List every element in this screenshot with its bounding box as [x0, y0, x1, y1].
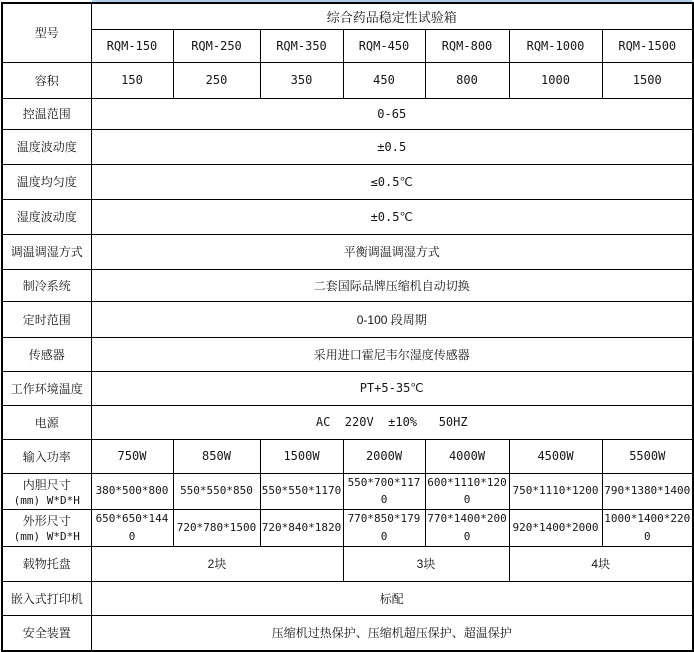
- row-conditioning-mode: [2, 234, 693, 269]
- value-cell: 5500W: [602, 439, 693, 473]
- model-cell: RQM-150: [91, 29, 173, 62]
- model-cell: RQM-250: [173, 29, 260, 62]
- value-cell: 550*700*1170: [343, 473, 425, 509]
- row-volume: [2, 62, 693, 98]
- value-cell: 1000*1400*2200: [602, 509, 693, 546]
- row-temp-range: [2, 98, 693, 129]
- value-cell: ±0.5℃: [91, 199, 693, 234]
- row-label: 温度均匀度: [2, 164, 91, 199]
- row-label: 输入功率: [2, 439, 91, 473]
- value-cell: AC 220V ±10% 50HZ: [91, 405, 693, 439]
- row-label: 电源: [2, 405, 91, 439]
- page-title: 综合药品稳定性试验箱: [91, 3, 693, 29]
- value-cell: 0-100 段周期: [91, 301, 693, 337]
- value-cell: 250: [173, 62, 260, 98]
- value-cell: 2000W: [343, 439, 425, 473]
- model-cell: RQM-450: [343, 29, 425, 62]
- row-label-text: 内胆尺寸: [22, 477, 71, 492]
- row-label: [2, 473, 91, 509]
- row-outer-size: [2, 509, 693, 546]
- row-label: 型号: [2, 3, 91, 62]
- row-title: [2, 3, 693, 29]
- row-trays: [2, 546, 693, 581]
- row-label: 调温调湿方式: [2, 234, 91, 269]
- value-cell: 1500W: [260, 439, 343, 473]
- row-humidity-fluctuation: [2, 199, 693, 234]
- row-temp-fluctuation: [2, 129, 693, 164]
- row-label: 制冷系统: [2, 269, 91, 301]
- spec-table: [1, 2, 694, 652]
- row-label: 温度波动度: [2, 129, 91, 164]
- row-input-power: [2, 439, 693, 473]
- row-temp-uniformity: [2, 164, 693, 199]
- value-cell: 采用进口霍尼韦尔湿度传感器: [91, 337, 693, 371]
- row-label: 工作环境温度: [2, 371, 91, 405]
- value-cell: 770*850*1790: [343, 509, 425, 546]
- value-cell: 800: [425, 62, 509, 98]
- value-cell: 720*780*1500: [173, 509, 260, 546]
- row-inner-size: [2, 473, 693, 509]
- value-cell: 550*550*850: [173, 473, 260, 509]
- row-label: 安全装置: [2, 615, 91, 651]
- row-label: [2, 509, 91, 546]
- row-label-unit: (mm) W*D*H: [13, 530, 80, 544]
- value-cell: 1500: [602, 62, 693, 98]
- row-label: 定时范围: [2, 301, 91, 337]
- value-cell: 4块: [509, 546, 693, 581]
- row-ambient-temp: [2, 371, 693, 405]
- value-cell: 380*500*800: [91, 473, 173, 509]
- model-cell: RQM-1000: [509, 29, 602, 62]
- model-cell: RQM-1500: [602, 29, 693, 62]
- row-timing-range: [2, 301, 693, 337]
- row-power-supply: [2, 405, 693, 439]
- row-label: 湿度波动度: [2, 199, 91, 234]
- row-label: 控温范围: [2, 98, 91, 129]
- value-cell: 2块: [91, 546, 343, 581]
- value-cell: 850W: [173, 439, 260, 473]
- value-cell: 4000W: [425, 439, 509, 473]
- value-cell: ±0.5: [91, 129, 693, 164]
- row-printer: [2, 581, 693, 615]
- value-cell: 标配: [91, 581, 693, 615]
- row-label-unit: (mm) W*D*H: [13, 493, 80, 507]
- value-cell: 1000: [509, 62, 602, 98]
- value-cell: ≤0.5℃: [91, 164, 693, 199]
- value-cell: 920*1400*2000: [509, 509, 602, 546]
- row-label: 载物托盘: [2, 546, 91, 581]
- value-cell: 350: [260, 62, 343, 98]
- model-cell: RQM-350: [260, 29, 343, 62]
- row-safety: [2, 615, 693, 651]
- model-cell: RQM-800: [425, 29, 509, 62]
- row-label: 容积: [2, 62, 91, 98]
- row-label: 传感器: [2, 337, 91, 371]
- value-cell: 平衡调温调湿方式: [91, 234, 693, 269]
- value-cell: 压缩机过热保护、压缩机超压保护、超温保护: [91, 615, 693, 651]
- value-cell: 0-65: [91, 98, 693, 129]
- row-label-text: 外形尺寸: [22, 514, 71, 529]
- value-cell: 550*550*1170: [260, 473, 343, 509]
- row-label: 嵌入式打印机: [2, 581, 91, 615]
- value-cell: 770*1400*2000: [425, 509, 509, 546]
- value-cell: 600*1110*1200: [425, 473, 509, 509]
- value-cell: 750*1110*1200: [509, 473, 602, 509]
- value-cell: 二套国际品牌压缩机自动切换: [91, 269, 693, 301]
- value-cell: PT+5-35℃: [91, 371, 693, 405]
- row-models: [2, 29, 693, 62]
- value-cell: 720*840*1820: [260, 509, 343, 546]
- value-cell: 150: [91, 62, 173, 98]
- value-cell: 450: [343, 62, 425, 98]
- value-cell: 790*1380*1400: [602, 473, 693, 509]
- row-refrigeration: [2, 269, 693, 301]
- value-cell: 650*650*1440: [91, 509, 173, 546]
- value-cell: 4500W: [509, 439, 602, 473]
- row-sensor: [2, 337, 693, 371]
- value-cell: 750W: [91, 439, 173, 473]
- value-cell: 3块: [343, 546, 509, 581]
